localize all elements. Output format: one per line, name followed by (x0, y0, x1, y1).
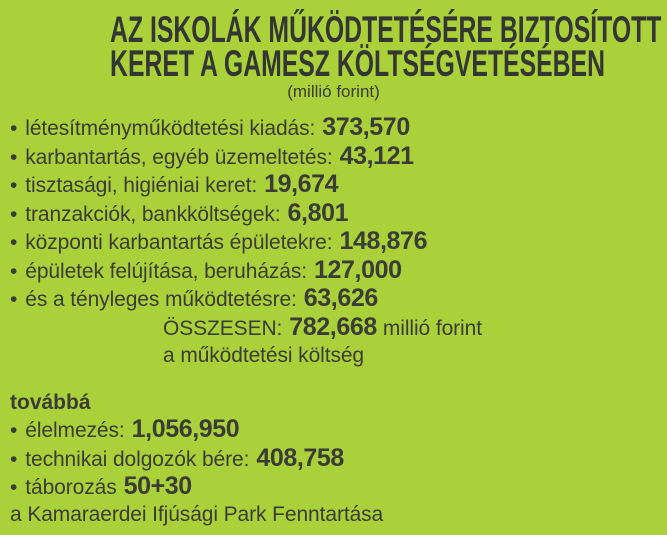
item-value: 1,056,950 (131, 415, 240, 443)
item-value: 373,570 (322, 113, 410, 141)
item-label: tisztasági, higiéniai keret: (25, 174, 258, 197)
item-value: 63,626 (303, 284, 378, 312)
total-label: ÖSSZESEN: (163, 316, 283, 340)
budget-item (10, 416, 667, 445)
budget-item (10, 171, 667, 200)
budget-item (10, 228, 667, 257)
item-value: 148,876 (339, 227, 428, 255)
item-value: 19,674 (264, 170, 339, 198)
item-label: technikai dolgozók bére: (25, 447, 250, 471)
bullet-icon: • (10, 447, 18, 471)
budget-item (10, 473, 667, 502)
bullet-icon: • (10, 419, 18, 442)
item-value: 50+30 (123, 472, 192, 500)
total-note: a működtetési költség (163, 344, 365, 367)
total-unit-suffix: millió forint (382, 316, 482, 340)
title-unit-subtitle: (millió forint) (287, 82, 380, 101)
item-label: tranzakciók, bankköltségek: (25, 202, 281, 226)
secondary-heading: továbbá (10, 390, 91, 414)
bullet-icon: • (10, 174, 18, 197)
footer-note: a Kamaraerdei Ifjúsági Park Fenntartása (10, 502, 384, 526)
secondary-section (10, 389, 667, 528)
budget-item (10, 143, 667, 172)
budget-item (10, 200, 667, 229)
item-label: és a tényleges működtetésre: (25, 288, 297, 311)
item-value: 408,758 (256, 443, 344, 472)
title-block (0, 0, 667, 101)
budget-item (10, 257, 667, 286)
budget-item (10, 285, 667, 314)
page-title-line-2: KERET A GAMESZ KÖLTSÉGVETÉSÉBEN (110, 43, 605, 84)
item-label: élelmezés: (25, 419, 125, 442)
bullet-icon: • (10, 145, 18, 169)
item-value: 6,801 (287, 198, 349, 227)
bullet-icon: • (10, 476, 18, 499)
page-title-line-1: AZ ISKOLÁK MŰKÖDTETÉSÉRE BIZTOSÍTOTT (110, 9, 662, 50)
item-label: központi karbantartás épületekre: (25, 231, 333, 254)
budget-item (10, 445, 667, 474)
item-label: létesítményműködtetési kiadás: (25, 117, 316, 140)
bullet-icon: • (10, 231, 18, 254)
bullet-icon: • (10, 117, 18, 140)
bullet-icon: • (10, 202, 18, 226)
total-line (10, 314, 667, 343)
item-value: 43,121 (339, 141, 414, 170)
bullet-icon: • (10, 288, 18, 311)
item-label: épületek felújítása, beruházás: (25, 259, 308, 283)
budget-item (10, 114, 667, 143)
item-label: karbantartás, egyéb üzemeltetés: (25, 145, 333, 169)
main-budget-list (10, 114, 667, 370)
item-value: 127,000 (314, 255, 402, 284)
total-value: 782,668 (289, 312, 377, 341)
item-label: táborozás (25, 476, 117, 499)
bullet-icon: • (10, 259, 18, 283)
